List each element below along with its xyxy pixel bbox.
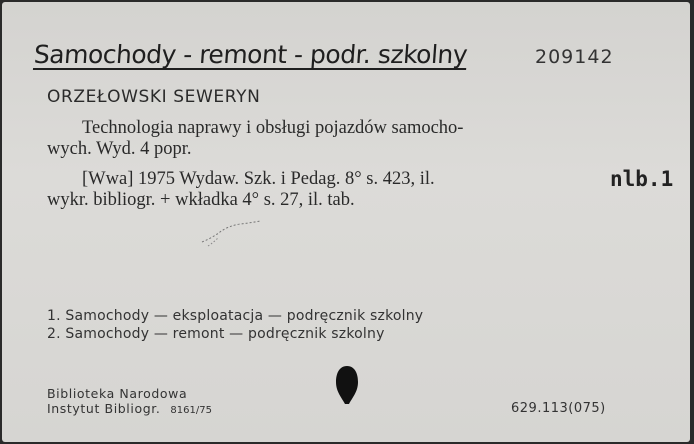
library-institute xyxy=(47,401,212,416)
author-name: ORZEŁOWSKI SEWERYN xyxy=(47,87,261,107)
subject-entry-1: 1. Samochody — eksploatacja — podręcznik szkolny xyxy=(47,308,424,324)
institute-name: Instytut Bibliogr. xyxy=(47,401,161,416)
stamp-number: 209142 xyxy=(535,46,614,68)
handwritten-subject-heading: Samochody - remont - podr. szkolny xyxy=(32,40,469,69)
imprint-line-1: [Wwa] 1975 Wydaw. Szk. i Pedag. 8° s. 423, il. xyxy=(82,169,435,189)
library-stamp: nlb.1 xyxy=(610,167,674,191)
title-line-2: wych. Wyd. 4 popr. xyxy=(47,139,192,159)
catalog-card xyxy=(2,2,690,442)
library-number: 8161/75 xyxy=(170,405,212,416)
imprint-line-2: wykr. bibliogr. + wkładka 4° s. 27, il. tab. xyxy=(47,190,355,210)
punch-hole xyxy=(335,364,359,406)
subject-entry-2: 2. Samochody — remont — podręcznik szkolny xyxy=(47,326,385,342)
title-line-1: Technologia naprawy i obsługi pojazdów samocho- xyxy=(82,118,464,138)
pencil-scribble xyxy=(198,218,268,248)
classification-number: 629.113(075) xyxy=(511,401,606,416)
library-name: Biblioteka Narodowa xyxy=(47,386,188,401)
